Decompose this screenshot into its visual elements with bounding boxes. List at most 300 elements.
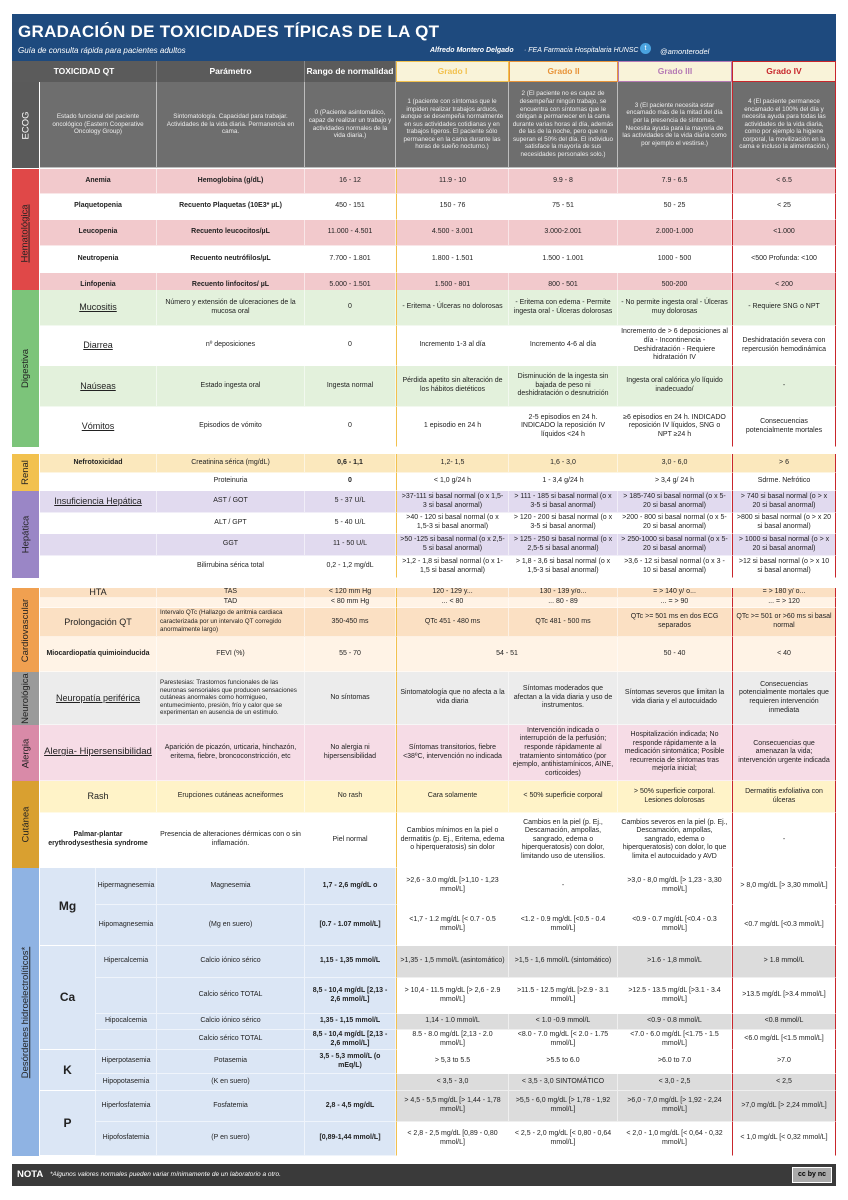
- section-label-9: [12, 868, 40, 1156]
- section-label-7: [12, 725, 40, 781]
- cell-col-3: 11.000 - 4.501: [305, 220, 396, 246]
- cell-col-4: Síntomas transitorios, fiebre <38ºC, intervención no indicada: [396, 725, 509, 781]
- cell-col-5: 9.9 - 8: [509, 169, 618, 194]
- cell-col-7: QTc >= 501 or >60 ms si basal normal: [732, 608, 836, 637]
- cell-col-3: No síntomas: [305, 672, 396, 725]
- cell-col-2: Calcio iónico sérico: [157, 946, 305, 978]
- cell-col-5: <8.0 - 7.0 mg/dL [< 2.0 - 1.75 mmol/L]: [509, 1030, 618, 1050]
- cell-col-2: Hemoglobina (g/dL): [157, 169, 305, 194]
- cell-col-2: Intervalo QTc (Hallazgo de arritmia cardiaca caracterizada por un intervalo QT corregido anormalmente largo): [157, 608, 305, 637]
- cell-col-3: 55 - 70: [305, 637, 396, 672]
- twitter-icon: t: [640, 43, 651, 54]
- cell-col-2: Recuento leucocitos/µL: [157, 220, 305, 246]
- cell-col-4: 150 - 76: [396, 194, 509, 220]
- cell-col-4: > 4,5 - 5,5 mg/dL [> 1,44 - 1,78 mmol/L]: [396, 1091, 509, 1122]
- cell-col-5: 2-5 episodios en 24 h. INDICADO la reposición IV líquidos <24 h: [509, 407, 618, 447]
- organization: · FEA Farmacia Hospitalaria HUNSC: [524, 47, 639, 54]
- table-row: [40, 813, 836, 868]
- cell-col-4: 8.5 - 8.0 mg/dL [2,13 - 2.0 mmol/L]: [396, 1030, 509, 1050]
- cell-col-2: Calcio iónico sérico: [157, 1014, 305, 1030]
- cell-col-7: - Requiere SNG o NPT: [732, 290, 836, 326]
- cell-col-5: - Eritema con edema - Permite ingesta oral - Úlceras dolorosas: [509, 290, 618, 326]
- cell-col-1: Palmar-plantar erythrodysesthesia syndrome: [40, 813, 157, 868]
- cell-col-3: [0,89-1,44 mmol/L]: [305, 1122, 396, 1156]
- table-row: [40, 473, 836, 491]
- cell-col-4: >37-111 si basal normal (o x 1,5-3 si basal anormal): [396, 491, 509, 513]
- cell-col-3: 1,35 - 1,15 mmol/L: [305, 1014, 396, 1030]
- cell-col-3: 2,8 - 4,5 mg/dL: [305, 1091, 396, 1122]
- cell-col-2: (Mg en suero): [157, 905, 305, 946]
- table-row: [40, 1014, 836, 1030]
- cell-col-2: AST / GOT: [157, 491, 305, 513]
- section-5: [12, 588, 836, 672]
- section-label-8: [12, 781, 40, 868]
- cell-col-1: [40, 473, 157, 491]
- cell-col-3: 5 - 40 U/L: [305, 513, 396, 534]
- cell-col-2: Recuento Plaquetas (10E3* µL): [157, 194, 305, 220]
- table-row: [40, 169, 836, 194]
- cell-col-6: >200 - 800 si basal normal (o x 5-20 si basal anormal): [618, 513, 732, 534]
- cell-col-6: Hospitalización indicada; No responde rápidamente a la medicación sintomática; Posible recurrencia de síntomas tras mejoría inicial;: [618, 725, 732, 781]
- table-row: [40, 1074, 836, 1091]
- cell-col-3: 0,2 - 1,2 mg/dL: [305, 556, 396, 578]
- cell-col-7: Consecuencias potencialmente mortales que requieren intervención inmediata: [732, 672, 836, 725]
- cell-col-1: Diarrea: [40, 326, 157, 366]
- cell-col-2: Magnesemia: [157, 868, 305, 905]
- cell-col-2: (K en suero): [157, 1074, 305, 1091]
- cell-col-5: < 50% superficie corporal: [509, 781, 618, 813]
- cell-col-3: No rash: [305, 781, 396, 813]
- section-label-text: Neurológica: [20, 673, 32, 724]
- table-row: [40, 781, 836, 813]
- cell-col-3: 8,5 - 10,4 mg/dL [2,13 - 2,6 mmol/L]: [305, 1030, 396, 1050]
- column-header-1: TOXICIDAD QT: [12, 61, 157, 82]
- cell-col-7: >800 si basal normal (o > x 20 si basal anormal): [732, 513, 836, 534]
- cell-col-2: Calcio sérico TOTAL: [157, 1030, 305, 1050]
- cell-col-4: 1 episodio en 24 h: [396, 407, 509, 447]
- cell-col-2: FEVI (%): [157, 637, 305, 672]
- cell-col-7: Consecuencias que amenazan la vida; intervención urgente indicada: [732, 725, 836, 781]
- cell-col-5: Incremento 4-6 al día: [509, 326, 618, 366]
- cell-col-3: 1,7 - 2,6 mg/dL o: [305, 868, 396, 905]
- cell-col-2: ALT / GPT: [157, 513, 305, 534]
- cell-col-3: < 80 mm Hg: [305, 598, 396, 608]
- section-label-5: [12, 588, 40, 672]
- cell-col-5: Cambios en la piel (p. Ej., Descamación, ampollas, sangrado, edema o hiperqueratosis) con dolor, limitando uso de utensilios.: [509, 813, 618, 868]
- cell-col-4: 1,14 - 1.0 mmol/L: [396, 1014, 509, 1030]
- cell-col-4: Pérdida apetito sin alteración de los hábitos dietéticos: [396, 366, 509, 407]
- cell-col-4: >40 - 120 si basal normal (o x 1,5-3 si basal anormal): [396, 513, 509, 534]
- cell-col-1: Mucositis: [40, 290, 157, 326]
- cell-col-4: - Eritema - Úlceras no dolorosas: [396, 290, 509, 326]
- section-4: [12, 491, 836, 578]
- cell-col-5: <1.2 - 0.9 mg/dL [<0.5 - 0.4 mmol/L]: [509, 905, 618, 946]
- table-row: [40, 246, 836, 273]
- page-subtitle: Guía de consulta rápida para pacientes adultos: [18, 46, 186, 55]
- electrolyte-group-label: P: [40, 1091, 96, 1156]
- cell-col-4: ... < 80: [396, 598, 509, 608]
- cell-col-5: 2 (El paciente no es capaz de desempeñar ningún trabajo, se encuentra con síntomas que le obligan a permanecer en la cama durante varias horas al día, además de las de la noche, pero que no superan el 50% del día. El individuo satisface la mayoría de sus necesidades personales solo.): [509, 82, 618, 168]
- table-row: [40, 407, 836, 447]
- section-3: [12, 454, 836, 491]
- electrolyte-group-label: Ca: [40, 946, 96, 1050]
- table-row: [40, 220, 836, 246]
- cell-col-6: QTc >= 501 ms en dos ECG separados: [618, 608, 732, 637]
- cell-col-4: >1,35 - 1,5 mmol/L (asintomático): [396, 946, 509, 978]
- cell-col-3: 450 - 151: [305, 194, 396, 220]
- table-row: [40, 725, 836, 781]
- table-row: [40, 978, 836, 1014]
- cell-col-6: 50 - 25: [618, 194, 732, 220]
- column-header-3: Rango de normalidad: [305, 61, 396, 82]
- cell-col-7: <0.8 mmol/L: [732, 1014, 836, 1030]
- cell-col-1: Hipermagnesemia: [96, 868, 157, 905]
- cell-col-7: < 2,5: [732, 1074, 836, 1091]
- cell-col-7: <6.0 mg/dL [<1.5 mmol/L]: [732, 1030, 836, 1050]
- cell-col-5: > 125 - 250 si basal normal (o x 2,5-5 si basal anormal): [509, 534, 618, 556]
- cell-col-1: Hiperpotasemia: [96, 1050, 157, 1074]
- section-label-2: [12, 290, 40, 447]
- section-6: [12, 672, 836, 725]
- section-label-text: Cardiovascular: [20, 598, 31, 662]
- cell-col-2: Fosfatemia: [157, 1091, 305, 1122]
- table-row: [40, 637, 836, 672]
- cell-col-6: ≥6 episodios en 24 h. INDICADO reposición IV líquidos, SNG o NPT ≥24 h: [618, 407, 732, 447]
- header-banner: [12, 14, 836, 61]
- cell-col-5: Síntomas moderados que afectan a la vida diaria y uso de instrumentos.: [509, 672, 618, 725]
- table-row: [40, 1122, 836, 1156]
- cell-col-6: >3,0 - 8,0 mg/dL [> 1,23 - 3,30 mmol/L]: [618, 868, 732, 905]
- table-row: [40, 598, 836, 608]
- cell-col-1: Rash: [40, 781, 157, 813]
- cell-col-7: ... = > 120: [732, 598, 836, 608]
- cell-col-6: >6,0 - 7,0 mg/dL [> 1,92 - 2,24 mmol/L]: [618, 1091, 732, 1122]
- cell-col-6: Incremento de > 6 deposiciones al día - Incontinencia -Deshidratación - Requiere hidratación IV: [618, 326, 732, 366]
- cell-col-7: > 1000 si basal normal (o > x 20 si basal anormal): [732, 534, 836, 556]
- cell-col-2: TAS: [157, 588, 305, 598]
- cell-col-7: < 200: [732, 273, 836, 298]
- table-row: [40, 556, 836, 578]
- cell-col-5: 800 - 501: [509, 273, 618, 298]
- cell-col-6: Ingesta oral calórica y/o líquido inadecuado/: [618, 366, 732, 407]
- cell-col-5: >1,5 - 1,6 mmol/L (sintomático): [509, 946, 618, 978]
- cell-col-4: 4.500 - 3.001: [396, 220, 509, 246]
- cell-col-4: 1.500 - 801: [396, 273, 509, 298]
- table-row: [40, 454, 836, 473]
- cell-col-5: >11.5 - 12.5 mg/dL [>2.9 - 3.1 mmol/L]: [509, 978, 618, 1014]
- cell-col-6: < 2,0 - 1,0 mg/dL [< 0,64 - 0,32 mmol/L]: [618, 1122, 732, 1156]
- cell-col-1: Nefrotoxicidad: [40, 454, 157, 473]
- cell-col-1: Alergia- Hipersensibilidad: [40, 725, 157, 781]
- cell-col-2: Presencia de alteraciones dérmicas con o sin inflamación.: [157, 813, 305, 868]
- cell-col-5: ... 80 - 89: [509, 598, 618, 608]
- cell-col-5: 75 - 51: [509, 194, 618, 220]
- cell-col-3: [305, 1074, 396, 1091]
- section-label-4: [12, 491, 40, 578]
- section-label-text: Hematológica: [20, 204, 31, 263]
- cell-col-1: Anemia: [40, 169, 157, 194]
- cell-col-6: > 185-740 si basal normal (o x 5-20 si basal anormal): [618, 491, 732, 513]
- table-row: [40, 588, 836, 598]
- column-header-7: Grado IV: [732, 61, 836, 82]
- cell-col-4: < 2,8 - 2,5 mg/dL [0,89 - 0,80 mmol/L]: [396, 1122, 509, 1156]
- cell-col-6: 50 - 40: [618, 637, 732, 672]
- cell-col-4: < 1,0 g/24 h: [396, 473, 509, 491]
- cell-col-3: 0: [305, 290, 396, 326]
- cell-col-7: -: [732, 366, 836, 407]
- cell-col-2: Bilirrubina sérica total: [157, 556, 305, 578]
- cell-col-4: < 3,5 - 3,0: [396, 1074, 509, 1091]
- column-header-4: Grado I: [396, 61, 509, 82]
- table-row: [40, 946, 836, 978]
- cell-col-1: Leucopenia: [40, 220, 157, 246]
- cell-col-5: > 111 - 185 si basal normal (o x 3-5 si basal anormal): [509, 491, 618, 513]
- section-label-text: Alergia: [20, 738, 32, 768]
- table-row: [40, 905, 836, 946]
- cell-col-6: Síntomas severos que limitan la vida diaria y el autocuidado: [618, 672, 732, 725]
- cell-col-6: >6.0 to 7.0: [618, 1050, 732, 1074]
- electrolyte-group-label: K: [40, 1050, 96, 1091]
- cell-col-4: Cara solamente: [396, 781, 509, 813]
- cell-col-6: 7.9 - 6.5: [618, 169, 732, 194]
- cell-col-6: >12.5 - 13.5 mg/dL [>3.1 - 3.4 mmol/L]: [618, 978, 732, 1014]
- cell-col-3: No alergia ni hipersensibilidad: [305, 725, 396, 781]
- cell-col-3: 1,15 - 1,35 mmol/L: [305, 946, 396, 978]
- cell-col-5: 1 - 3,4 g/24 h: [509, 473, 618, 491]
- table-row: [40, 366, 836, 407]
- column-header-6: Grado III: [618, 61, 732, 82]
- cell-col-4: <1,7 - 1.2 mg/dL [< 0.7 - 0.5 mmol/L]: [396, 905, 509, 946]
- cell-col-3: 350-450 ms: [305, 608, 396, 637]
- cell-col-3: 3,5 - 5,3 mmol/L (o mEq/L): [305, 1050, 396, 1074]
- section-label-0: [12, 82, 40, 168]
- cell-col-3: 0: [305, 407, 396, 447]
- cell-col-4: Sintomatología que no afecta a la vida diaria: [396, 672, 509, 725]
- cell-col-1: [96, 1030, 157, 1050]
- cell-col-5: 1.500 - 1.001: [509, 246, 618, 273]
- section-8: [12, 781, 836, 868]
- cell-col-3: Ingesta normal: [305, 366, 396, 407]
- cell-col-3: 5.000 - 1.501: [305, 273, 396, 298]
- cell-col-7: > 1.8 mmol/L: [732, 946, 836, 978]
- cell-col-6: <7.0 - 6.0 mg/dL [<1.75 - 1.5 mmol/L]: [618, 1030, 732, 1050]
- cell-col-7: <500 Profunda: <100: [732, 246, 836, 273]
- cell-col-3: 0: [305, 473, 396, 491]
- cell-col-1: Prolongación QT: [40, 608, 157, 637]
- cell-col-3: 0: [305, 326, 396, 366]
- cell-col-4: Cambios mínimos en la piel o dermatitis (p. Ej., Eritema, edema o hiperqueratosis) sin dolor: [396, 813, 509, 868]
- cell-col-6: > 250-1000 si basal normal (o x 5-20 si basal anormal): [618, 534, 732, 556]
- cell-col-5: > 1,8 - 3,6 si basal normal (o x 1,5-3 si basal anormal): [509, 556, 618, 578]
- table-row: [40, 491, 836, 513]
- cell-col-6: <0.9 - 0.8 mmol/L: [618, 1014, 732, 1030]
- cell-col-7: < 1,0 mg/dL [< 0,32 mmol/L]: [732, 1122, 836, 1156]
- cell-col-5: 1,6 - 3,0: [509, 454, 618, 473]
- cell-col-1: [40, 534, 157, 556]
- cell-col-4: >2,6 - 3.0 mg/dL [>1,10 - 1,23 mmol/L]: [396, 868, 509, 905]
- cell-col-5: QTc 481 - 500 ms: [509, 608, 618, 637]
- cell-col-1: Neuropatía periférica: [40, 672, 157, 725]
- cell-col-6: <0.9 - 0.7 mg/dL [<0.4 - 0.3 mmol/L]: [618, 905, 732, 946]
- cell-col-3: 16 - 12: [305, 169, 396, 194]
- cell-col-4: 11.9 - 10: [396, 169, 509, 194]
- cell-col-1: Hipopotasemia: [96, 1074, 157, 1091]
- author: Alfredo Montero Delgado: [430, 47, 514, 54]
- cell-col-7: < 6.5: [732, 169, 836, 194]
- footer: [12, 1164, 836, 1186]
- section-label-text: Digestiva: [20, 348, 32, 389]
- cell-col-4: > 5,3 to 5.5: [396, 1050, 509, 1074]
- cell-col-2: Calcio sérico TOTAL: [157, 978, 305, 1014]
- section-label-1: [12, 169, 40, 298]
- cell-col-3: 0 (Paciente asintomático, capaz de realizar un trabajo y actividades normales de la vida diaria.): [305, 82, 396, 168]
- table-row: [40, 608, 836, 637]
- cell-col-7: > 8,0 mg/dL [> 3,30 mmol/L]: [732, 868, 836, 905]
- table-row: [40, 513, 836, 534]
- section-label-text: Hepática: [20, 515, 31, 554]
- cell-col-1: Linfopenia: [40, 273, 157, 298]
- cell-col-7: > 6: [732, 454, 836, 473]
- cell-col-5: < 2,5 - 2,0 mg/dL [< 0,80 - 0,64 mmol/L]: [509, 1122, 618, 1156]
- section-label-text: ECOG: [20, 111, 32, 139]
- cell-col-3: [0.7 - 1.07 mmol/L]: [305, 905, 396, 946]
- cell-col-6: ... = > 90: [618, 598, 732, 608]
- cell-col-6: - No permite ingesta oral - Úlceras muy dolorosas: [618, 290, 732, 326]
- table-row: [40, 326, 836, 366]
- cell-col-3: 7.700 - 1.801: [305, 246, 396, 273]
- electrolyte-group-label: Mg: [40, 868, 96, 946]
- cell-col-1: [40, 513, 157, 534]
- cell-col-2: Creatinina sérica (mg/dL): [157, 454, 305, 473]
- table-row: [40, 194, 836, 220]
- table-row: [40, 290, 836, 326]
- cell-col-4: > 10,4 - 11.5 mg/dL [> 2,6 - 2.9 mmol/L]: [396, 978, 509, 1014]
- section-label-6: [12, 672, 40, 725]
- section-label-text: Renal: [19, 460, 31, 485]
- table-row: [40, 1030, 836, 1050]
- cell-col-4: Incremento 1-3 al día: [396, 326, 509, 366]
- column-header-row: [12, 61, 836, 82]
- section-7: [12, 725, 836, 781]
- cell-col-1: Neutropenia: [40, 246, 157, 273]
- table-row: [40, 1091, 836, 1122]
- cell-col-4: 1.800 - 1.501: [396, 246, 509, 273]
- cell-col-7: -: [732, 813, 836, 868]
- cell-col-7: > 740 si basal normal (o > x 20 si basal anormal): [732, 491, 836, 513]
- cell-col-2: (P en suero): [157, 1122, 305, 1156]
- cell-col-3: 0,6 - 1,1: [305, 454, 396, 473]
- cell-col-3: 5 - 37 U/L: [305, 491, 396, 513]
- cell-col-7: >12 si basal normal (o > x 10 si basal anormal): [732, 556, 836, 578]
- cell-col-1: [40, 556, 157, 578]
- cell-col-2: TAD: [157, 598, 305, 608]
- cell-col-7: = > 180 y/ o...: [732, 588, 836, 598]
- cell-col-6: 3,0 - 6,0: [618, 454, 732, 473]
- cell-col-3: 11 - 50 U/L: [305, 534, 396, 556]
- cell-col-6: 3 (El paciente necesita estar encamado más de la mitad del día por la presencia de síntomas. Necesita ayuda para la mayoría de las actividades de la vida diaria como por ejemplo el vestirse.): [618, 82, 732, 168]
- cell-col-1: Insuficiencia Hepática: [40, 491, 157, 513]
- twitter-handle: @amonterodel: [660, 47, 710, 56]
- cell-col-4: >50 -125 si basal normal (o x 2,5-5 si basal anormal): [396, 534, 509, 556]
- cell-col-1: Estado funcional del paciente oncológico (Eastern Cooperative Oncology Group): [40, 82, 157, 168]
- cell-col-1: Naúseas: [40, 366, 157, 407]
- footer-note-label: NOTA: [17, 1169, 44, 1180]
- cell-col-7: < 40: [732, 637, 836, 672]
- cell-col-1: Hiperfosfatemia: [96, 1091, 157, 1122]
- cell-col-5: > 120 - 200 si basal normal (o x 3-5 si basal anormal): [509, 513, 618, 534]
- cell-col-2: Número y extensión de ulceraciones de la mucosa oral: [157, 290, 305, 326]
- section-label-3: [12, 454, 40, 491]
- footer-note-text: *Algunos valores normales pueden variar mínimamente de un laboratorio a otro.: [50, 1171, 281, 1178]
- cell-col-6: 1000 - 500: [618, 246, 732, 273]
- cell-col-4: QTc 451 - 480 ms: [396, 608, 509, 637]
- cell-col-6: < 3,0 - 2,5: [618, 1074, 732, 1091]
- cell-col-5: 3.000-2.001: [509, 220, 618, 246]
- table-row: [40, 672, 836, 725]
- cell-col-2: Parestesias: Trastornos funcionales de las neuronas sensoriales que producen sensaciones cutáneas anormales como hormigueo, entumecimiento, presión, frío y calor que se experimentan en ausencia de un estímulo.: [157, 672, 305, 725]
- column-header-2: Parámetro: [157, 61, 305, 82]
- cell-col-1: HTA: [40, 588, 157, 598]
- cell-col-1: Vómitos: [40, 407, 157, 447]
- cell-col-7: >7.0: [732, 1050, 836, 1074]
- cell-col-4: 1 (paciente con síntomas que le impiden realizar trabajos arduos, aunque se desempeña normalmente en sus actividades cotidianas y en trabajos ligeros. El paciente sólo permanece en la cama durante las horas de sueño nocturno.): [396, 82, 509, 168]
- cell-col-2: Aparición de picazón, urticaria, hinchazón, eritema, fiebre, broncoconstricción, etc: [157, 725, 305, 781]
- cell-col-2: Sintomatología. Capacidad para trabajar. Actividades de la vida diaria. Permanencia en cama.: [157, 82, 305, 168]
- cell-col-4: 120 - 129 y...: [396, 588, 509, 598]
- cell-col-1: [40, 598, 157, 608]
- cell-col-5: >5,5 - 6,0 mg/dL [> 1,78 - 1,92 mmol/L]: [509, 1091, 618, 1122]
- cell-col-7: <0.7 mg/dL [<0.3 mmol/L]: [732, 905, 836, 946]
- cell-col-1: Hipercalcemia: [96, 946, 157, 978]
- table-row: [40, 534, 836, 556]
- cell-col-3: < 120 mm Hg: [305, 588, 396, 598]
- cell-col-7: <1.000: [732, 220, 836, 246]
- cell-col-7: 4 (El paciente permanece encamado el 100% del día y necesita ayuda para todas las actividades de la vida diaria, como por ejemplo la higiene corporal, la movilización en la cama e incluso la alimentación.): [732, 82, 836, 168]
- cell-col-2: Proteinuria: [157, 473, 305, 491]
- section-9: [12, 868, 836, 1156]
- cell-col-5: >5.5 to 6.0: [509, 1050, 618, 1074]
- cell-col-6: 500-200: [618, 273, 732, 298]
- cell-col-6: >3,6 - 12 si basal normal (o x 3 - 10 si basal anormal): [618, 556, 732, 578]
- table-row: [40, 868, 836, 905]
- cell-col-4: 54 - 51: [396, 637, 618, 672]
- cell-col-3: 8,5 - 10,4 mg/dL [2,13 - 2,6 mmol/L]: [305, 978, 396, 1014]
- cell-col-7: Dermatitis exfoliativa con úlceras: [732, 781, 836, 813]
- cell-col-4: >1,2 - 1,8 si basal normal (o x 1-1,5 si basal anormal): [396, 556, 509, 578]
- cell-col-5: < 1.0 -0.9 mmol/L: [509, 1014, 618, 1030]
- cell-col-5: Intervención indicada o interrupción de la perfusión; responde rápidamente al tratamiento sintomático (por ejemplo, antihistamínicos, AINE, corticoides): [509, 725, 618, 781]
- cell-col-3: Piel normal: [305, 813, 396, 868]
- cell-col-5: Disminución de la ingesta sin bajada de peso ni deshidratación o desnutrición: [509, 366, 618, 407]
- cell-col-2: Estado ingesta oral: [157, 366, 305, 407]
- cell-col-7: Consecuencias potencialmente mortales: [732, 407, 836, 447]
- cell-col-6: > 3,4 g/ 24 h: [618, 473, 732, 491]
- section-label-text: Desórdenes hidroelectrolíticos*: [20, 946, 32, 1078]
- cell-col-1: Miocardiopatía quimioinducida: [40, 637, 157, 672]
- cell-col-2: nº deposiciones: [157, 326, 305, 366]
- cell-col-6: >1.6 - 1,8 mmol/L: [618, 946, 732, 978]
- cell-col-6: = > 140 y/ o...: [618, 588, 732, 598]
- table-row: [40, 1050, 836, 1074]
- cell-col-7: Deshidratación severa con repercusión hemodinámica: [732, 326, 836, 366]
- cell-col-2: Recuento linfocitos/ µL: [157, 273, 305, 298]
- cell-col-1: Plaquetopenia: [40, 194, 157, 220]
- cell-col-1: Hipomagnesemia: [96, 905, 157, 946]
- section-label-text: Cutánea: [20, 806, 32, 843]
- cell-col-6: > 50% superficie corporal. Lesiones dolorosas: [618, 781, 732, 813]
- section-2: [12, 290, 836, 447]
- cell-col-5: < 3,5 - 3,0 SINTOMÁTICO: [509, 1074, 618, 1091]
